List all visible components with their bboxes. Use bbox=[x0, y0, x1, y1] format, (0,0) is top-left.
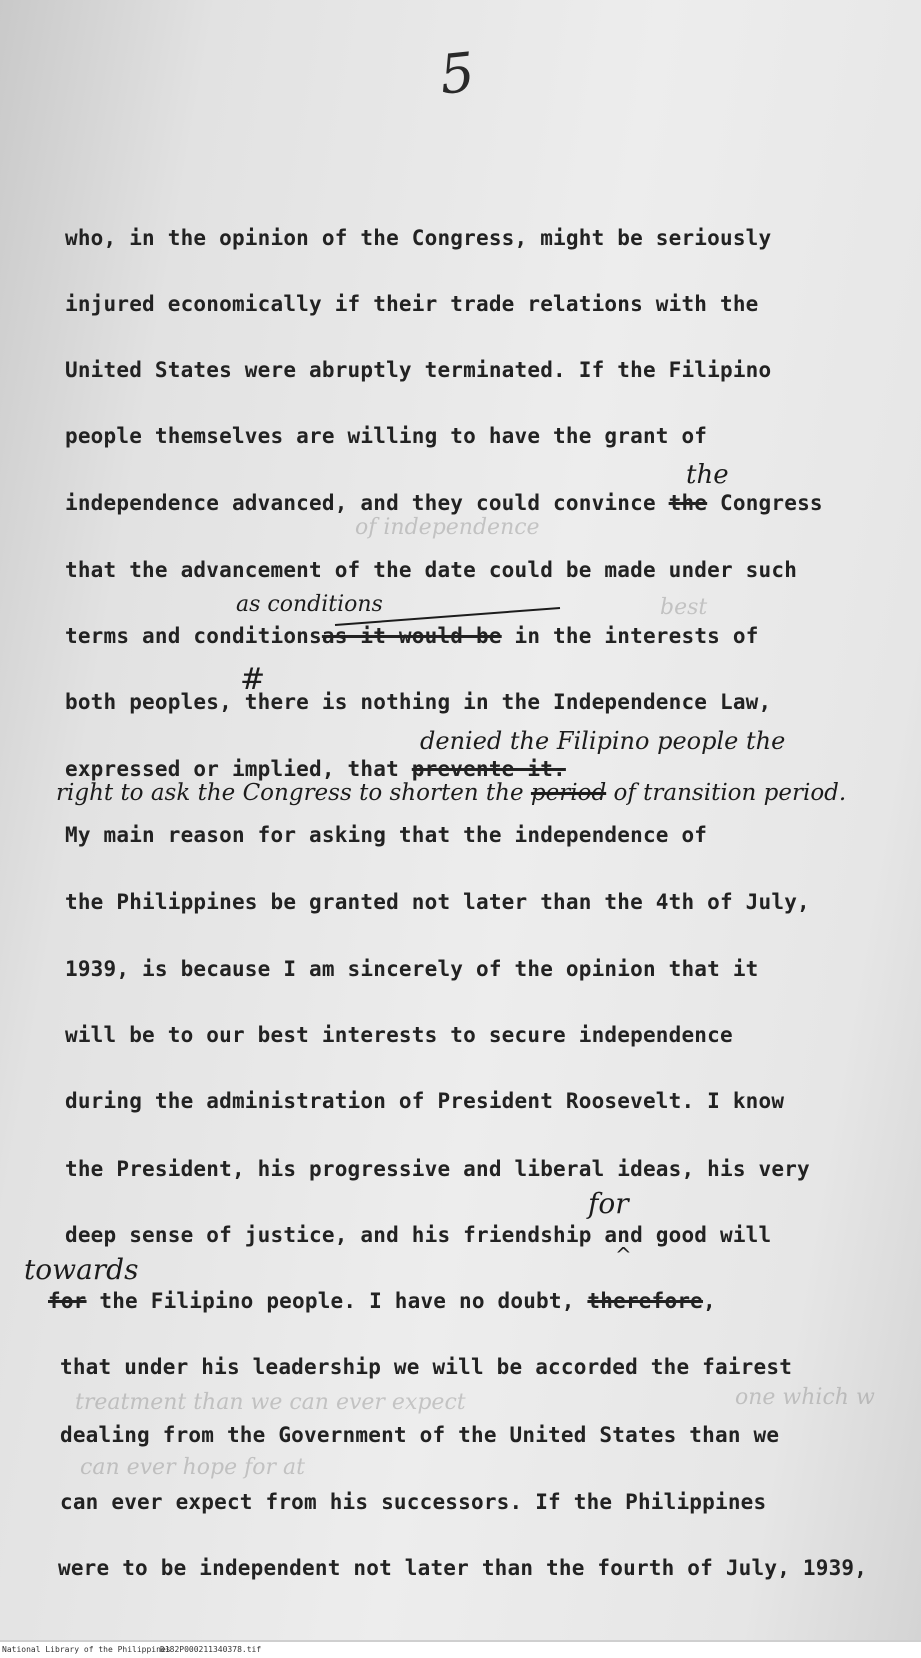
page-number: 5 bbox=[436, 40, 478, 107]
handwritten-segment: of transition period. bbox=[606, 780, 847, 806]
text-line: 1939, is because I am sincerely of the opinion that it bbox=[65, 957, 759, 981]
text-segment: , bbox=[703, 1289, 716, 1313]
struck-text: as it would be bbox=[321, 624, 502, 648]
footer-file: D182P000211340378.tif bbox=[160, 1645, 262, 1654]
handwritten-insert: as conditions bbox=[236, 592, 383, 617]
faint-note: one which w bbox=[735, 1385, 875, 1410]
faint-note: best bbox=[660, 595, 708, 620]
footer-source: National Library of the Philippines bbox=[2, 1645, 171, 1654]
text-line: the President, his progressive and liberal ideas, his very bbox=[65, 1157, 810, 1181]
text-segment: independence advanced bbox=[65, 491, 335, 515]
text-segment: terms and conditions bbox=[65, 624, 322, 648]
text-segment: expressed or implied, that bbox=[65, 757, 412, 781]
text-line: can ever expect from his successors. If the Philippines bbox=[60, 1490, 767, 1514]
handwritten-segment: right to ask the Congress to shorten the bbox=[56, 780, 531, 806]
faint-note: treatment than we can ever expect bbox=[75, 1390, 466, 1415]
text-line: United States were abruptly terminated. If the Filipino bbox=[65, 358, 772, 382]
text-line: were to be independent not later than the fourth of July, 1939, bbox=[58, 1556, 868, 1580]
text-line: My main reason for asking that the independence of bbox=[65, 823, 708, 847]
text-line: who, in the opinion of the Congress, might be seriously bbox=[65, 226, 772, 250]
text-line bbox=[65, 491, 823, 515]
handwritten-insert: towards bbox=[24, 1253, 139, 1286]
faint-note: of independence bbox=[355, 515, 540, 540]
text-segment: the Filipino people. I have no doubt, bbox=[86, 1289, 588, 1313]
caret-mark: ^ bbox=[615, 1243, 632, 1267]
struck-text: for bbox=[48, 1289, 87, 1313]
struck-text: the bbox=[668, 491, 708, 515]
text-segment: in the interests of bbox=[501, 624, 759, 648]
handwritten-insert: denied the Filipino people the bbox=[420, 727, 786, 755]
handwritten-insert bbox=[56, 780, 846, 806]
text-line: injured economically if their trade relations with the bbox=[65, 292, 759, 316]
struck-text: prevente it. bbox=[411, 757, 566, 781]
struck-text: period bbox=[530, 780, 607, 806]
text-line: the Philippines be granted not later than the 4th of July, bbox=[65, 890, 810, 914]
text-line: both peoples, there is nothing in the Independence Law, bbox=[65, 690, 772, 714]
text-line bbox=[48, 1289, 716, 1313]
text-line: deep sense of justice, and his friendship and good will bbox=[65, 1223, 772, 1247]
text-segment: , and they could convince bbox=[334, 491, 669, 515]
text-line bbox=[65, 757, 566, 781]
handwritten-underline bbox=[330, 600, 570, 630]
text-segment: Congress bbox=[707, 491, 823, 515]
text-line: people themselves are willing to have the grant of bbox=[65, 424, 708, 448]
handwritten-insert: for bbox=[588, 1187, 629, 1220]
struck-text: therefore bbox=[587, 1289, 704, 1313]
handwritten-mark: # bbox=[240, 662, 266, 697]
faint-note: can ever hope for at bbox=[80, 1455, 305, 1480]
text-line: will be to our best interests to secure independence bbox=[65, 1023, 733, 1047]
text-line: that under his leadership we will be accorded the fairest bbox=[60, 1355, 793, 1379]
text-line: that the advancement of the date could be made under such bbox=[65, 558, 798, 582]
text-line: during the administration of President Roosevelt. I know bbox=[65, 1089, 785, 1113]
handwritten-insert: the bbox=[686, 460, 729, 490]
text-line: dealing from the Government of the United States than we bbox=[60, 1423, 780, 1447]
footer-bar bbox=[0, 1642, 921, 1658]
